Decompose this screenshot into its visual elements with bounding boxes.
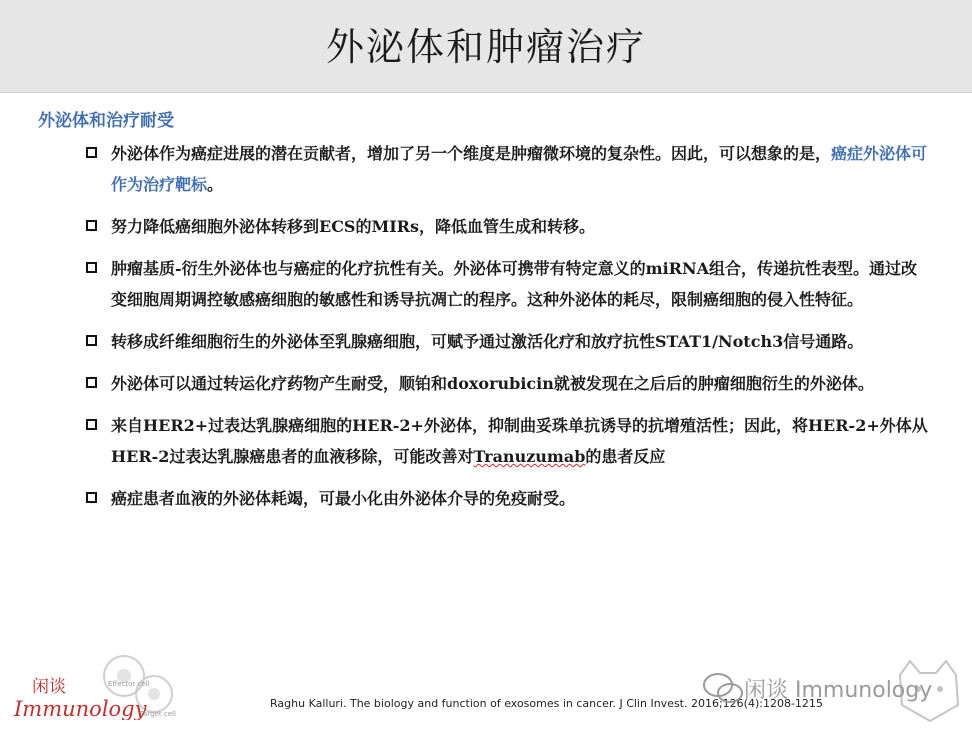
bullet-text: 转移成纤维细胞衍生的外泌体至乳腺癌细胞，可赋予通过激活化疗和放疗抗性STAT1/Notch3信号通路。 xyxy=(111,332,864,351)
bullet-text: 努力降低癌细胞外泌体转移到ECS的MIRs，降低血管生成和转移。 xyxy=(111,217,595,236)
bullet-item xyxy=(86,326,931,357)
spellcheck-underlined-word: Tranuzumab xyxy=(473,447,586,466)
checkbox-bullet-icon xyxy=(86,262,97,273)
checkbox-bullet-icon xyxy=(86,147,97,158)
bullet-text-end: 的患者反应 xyxy=(585,447,666,466)
watermark-text: 闲谈 Immunology xyxy=(744,678,933,703)
checkbox-bullet-icon xyxy=(86,377,97,388)
section-heading: 外泌体和治疗耐受 xyxy=(38,111,174,131)
checkbox-bullet-icon xyxy=(86,492,97,503)
bullet-text-end: 。 xyxy=(207,175,224,194)
left-logo xyxy=(12,650,182,720)
citation: Raghu Kalluri. The biology and function of exosomes in cancer. J Clin Invest. 2016;126(4):1208-1215 xyxy=(270,697,823,710)
svg-text:Target cell: Target cell xyxy=(140,710,176,718)
bullet-text: 肿瘤基质-衍生外泌体也与癌症的化疗抗性有关。外泌体可携带有特定意义的miRNA组合，传递抗性表型。通过改变细胞周期调控敏感癌细胞的敏感性和诱导抗凋亡的程序。这种外泌体的耗尽，限制癌细胞的侵入性特征。 xyxy=(111,259,917,309)
cell-logo-icon xyxy=(12,650,182,720)
bullet-item xyxy=(86,483,931,514)
bullet-item xyxy=(86,138,931,200)
checkbox-bullet-icon xyxy=(86,419,97,430)
highlight-text: 癌症外泌体可作为治疗靶标 xyxy=(111,144,928,194)
bullet-text: 来自HER2+过表达乳腺癌细胞的HER-2+外泌体，抑制曲妥珠单抗诱导的抗增殖活性；因此，将HER-2+外体从HER-2过表达乳腺癌患者的血液移除，可能改善对 xyxy=(111,416,928,466)
checkbox-bullet-icon xyxy=(86,335,97,346)
svg-text:闲谈: 闲谈 xyxy=(32,677,66,697)
bullet-item xyxy=(86,368,931,399)
bullet-text: 外泌体可以通过转运化疗药物产生耐受，顺铂和doxorubicin就被发现在之后后的肿瘤细胞衍生的外泌体。 xyxy=(111,374,874,393)
bullet-text: 外泌体作为癌症进展的潜在贡献者，增加了另一个维度是肿瘤微环境的复杂性。因此，可以想象的是， xyxy=(111,144,832,163)
svg-text:Immunology: Immunology xyxy=(14,697,147,720)
slide-title: 外泌体和肿瘤治疗 xyxy=(325,25,646,69)
bullet-item xyxy=(86,253,931,315)
svg-text:Effector cell: Effector cell xyxy=(108,680,150,688)
bullet-list xyxy=(86,138,931,525)
bullet-text: 癌症患者血液的外泌体耗竭，可最小化由外泌体介导的免疫耐受。 xyxy=(111,489,576,508)
checkbox-bullet-icon xyxy=(86,220,97,231)
bullet-item xyxy=(86,410,931,472)
right-logo xyxy=(700,655,970,725)
bullet-item xyxy=(86,211,931,242)
